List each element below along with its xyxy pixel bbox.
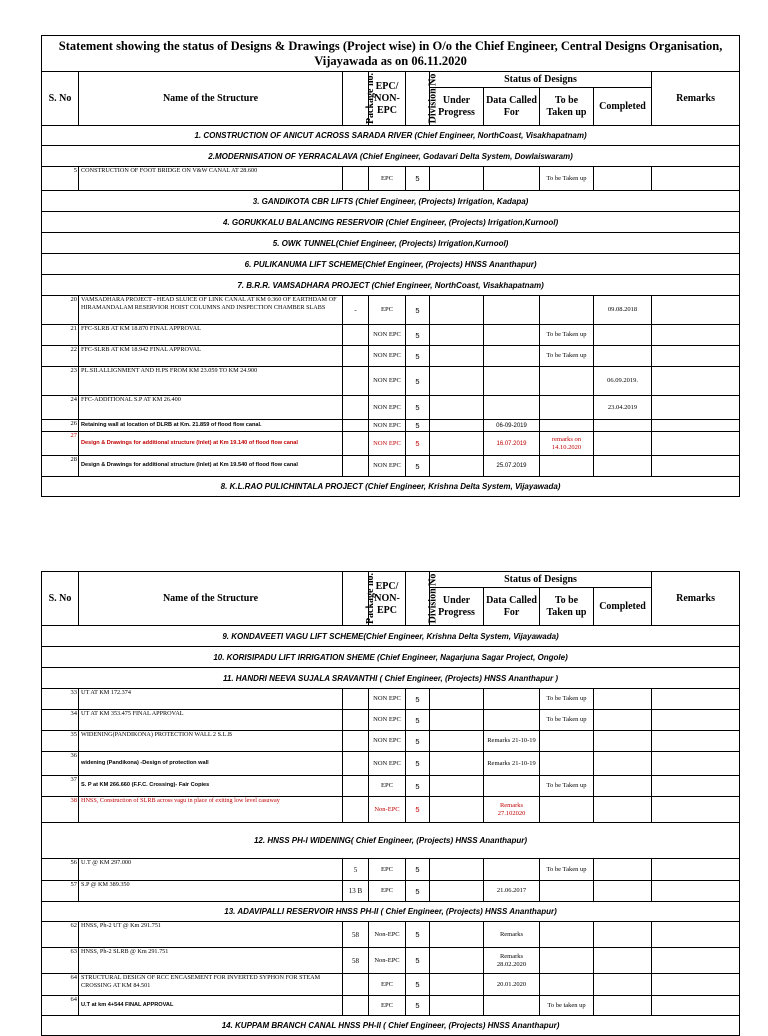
- row-data-called: [484, 325, 540, 346]
- row-package: [343, 689, 369, 710]
- header-status: Status of Designs: [430, 72, 652, 88]
- row-sno: 56: [42, 859, 79, 881]
- row-sno: 27: [42, 432, 79, 456]
- table-row: [42, 859, 740, 881]
- row-completed: [594, 689, 652, 710]
- row-division: 5: [406, 752, 430, 776]
- row-division: 5: [406, 420, 430, 432]
- row-package: -: [343, 296, 369, 325]
- row-under-progress: [430, 948, 484, 974]
- header-sno: S. No: [42, 72, 79, 126]
- row-completed: [594, 797, 652, 823]
- row-data-called: 20.01.2020: [484, 974, 540, 996]
- row-remarks: [652, 996, 740, 1016]
- row-epc: EPC: [369, 296, 406, 325]
- row-data-called: [484, 710, 540, 731]
- row-structure: UT AT KM 172.374: [79, 689, 343, 710]
- row-under-progress: [430, 731, 484, 752]
- row-epc: NON EPC: [369, 689, 406, 710]
- row-completed: [594, 859, 652, 881]
- table-row: [42, 731, 740, 752]
- table-row: [42, 922, 740, 948]
- row-package: [343, 167, 369, 191]
- row-package: [343, 325, 369, 346]
- row-to-be-taken: To be Taken up: [540, 776, 594, 797]
- row-package: [343, 797, 369, 823]
- row-structure: S. P at KM 266.660 (F.F.C. Crossing)- Fair Copies: [79, 776, 343, 797]
- row-package: [343, 752, 369, 776]
- row-sno: 20: [42, 296, 79, 325]
- row-epc: EPC: [369, 996, 406, 1016]
- row-structure: U.T @ KM 297.000: [79, 859, 343, 881]
- row-division: 5: [406, 167, 430, 191]
- row-under-progress: [430, 296, 484, 325]
- row-completed: [594, 948, 652, 974]
- row-completed: [594, 710, 652, 731]
- row-epc: NON EPC: [369, 710, 406, 731]
- table-row: [42, 325, 740, 346]
- row-to-be-taken: [540, 420, 594, 432]
- row-remarks: [652, 420, 740, 432]
- header-epc: EPC/ NON-EPC: [369, 572, 406, 626]
- row-to-be-taken: [540, 367, 594, 396]
- table-row: [42, 881, 740, 902]
- row-remarks: [652, 456, 740, 477]
- row-package: [343, 346, 369, 367]
- row-remarks: [652, 797, 740, 823]
- header-status: Status of Designs: [430, 572, 652, 588]
- row-structure: WIDENING(PANDIKONA) PROTECTION WALL 2 S.L.B: [79, 731, 343, 752]
- row-division: 5: [406, 367, 430, 396]
- section-heading: 9. KONDAVEETI VAGU LIFT SCHEME(Chief Engineer, Krishna Delta System, Vijayawada): [42, 626, 740, 647]
- row-to-be-taken: [540, 922, 594, 948]
- row-under-progress: [430, 752, 484, 776]
- row-sno: 5: [42, 167, 79, 191]
- row-sno: 38: [42, 797, 79, 823]
- row-data-called: [484, 776, 540, 797]
- row-completed: [594, 420, 652, 432]
- row-completed: 09.08.2018: [594, 296, 652, 325]
- row-division: 5: [406, 996, 430, 1016]
- row-remarks: [652, 974, 740, 996]
- row-sno: 28: [42, 456, 79, 477]
- row-completed: [594, 996, 652, 1016]
- row-data-called: [484, 396, 540, 420]
- row-remarks: [652, 325, 740, 346]
- row-epc: Non-EPC: [369, 948, 406, 974]
- header-division: Division No: [406, 572, 430, 626]
- row-sno: 37: [42, 776, 79, 797]
- table-row: [42, 710, 740, 731]
- row-package: [343, 996, 369, 1016]
- row-completed: [594, 776, 652, 797]
- row-package: [343, 456, 369, 477]
- row-sno: 21: [42, 325, 79, 346]
- row-sno: 64: [42, 974, 79, 996]
- row-to-be-taken: [540, 731, 594, 752]
- section-heading: 12. HNSS PH-I WIDENING( Chief Engineer, (Projects) HNSS Ananthapur): [42, 823, 740, 859]
- header-completed: Completed: [594, 588, 652, 626]
- row-structure: FFC-ADDITIONAL S.P AT KM 26.400: [79, 396, 343, 420]
- row-division: 5: [406, 776, 430, 797]
- row-division: 5: [406, 346, 430, 367]
- row-completed: [594, 881, 652, 902]
- row-sno: 24: [42, 396, 79, 420]
- row-package: [343, 420, 369, 432]
- row-sno: 34: [42, 710, 79, 731]
- header-name: Name of the Structure: [79, 572, 343, 626]
- row-to-be-taken: remarks on 14.10.2020: [540, 432, 594, 456]
- section-heading: 13. ADAVIPALLI RESERVOIR HNSS PH-II ( Chief Engineer, (Projects) HNSS Ananthapur): [42, 902, 740, 922]
- row-structure: Design & Drawings for additional structure (Inlet) at Km 19.540 of flood flow canal: [79, 456, 343, 477]
- row-to-be-taken: [540, 396, 594, 420]
- row-under-progress: [430, 797, 484, 823]
- row-under-progress: [430, 776, 484, 797]
- table-row: [42, 432, 740, 456]
- row-remarks: [652, 859, 740, 881]
- row-sno: 62: [42, 922, 79, 948]
- row-under-progress: [430, 859, 484, 881]
- status-table-1: [41, 35, 740, 497]
- row-data-called: [484, 167, 540, 191]
- row-epc: NON EPC: [369, 420, 406, 432]
- row-remarks: [652, 710, 740, 731]
- row-division: 5: [406, 296, 430, 325]
- row-structure: VAMSADHARA PROJECT - HEAD SLUICE OF LINK CANAL AT KM 0.360 OF EARTHDAM OF HIRAMANDALAM RESERVIOR HOIST COLUMNS AND INSPECTION CHAMBER SLABS: [79, 296, 343, 325]
- section-heading: 4. GORUKKALU BALANCING RESERVOIR (Chief Engineer, (Projects) Irrigation,Kurnool): [42, 212, 740, 233]
- row-division: 5: [406, 456, 430, 477]
- row-division: 5: [406, 689, 430, 710]
- row-completed: [594, 922, 652, 948]
- row-under-progress: [430, 710, 484, 731]
- header-completed: Completed: [594, 88, 652, 126]
- row-under-progress: [430, 396, 484, 420]
- row-under-progress: [430, 974, 484, 996]
- section-heading: 11. HANDRI NEEVA SUJALA SRAVANTHI ( Chief Engineer, (Projects) HNSS Ananthapur ): [42, 668, 740, 689]
- section-heading: 6. PULIKANUMA LIFT SCHEME(Chief Engineer, (Projects) HNSS Ananthapur): [42, 254, 740, 275]
- row-structure: U.T at km 4+544 FINAL APPROVAL: [79, 996, 343, 1016]
- row-epc: NON EPC: [369, 325, 406, 346]
- row-structure: HNSS, Ph-2 UT @ Km 291.751: [79, 922, 343, 948]
- table-row: [42, 296, 740, 325]
- row-epc: EPC: [369, 881, 406, 902]
- header-data-called: Data Called For: [484, 88, 540, 126]
- section-heading: 8. K.L.RAO PULICHINTALA PROJECT (Chief Engineer, Krishna Delta System, Vijayawada): [42, 477, 740, 497]
- header-under-progress: Under Progress: [430, 588, 484, 626]
- header-data-called: Data Called For: [484, 588, 540, 626]
- row-under-progress: [430, 325, 484, 346]
- row-division: 5: [406, 922, 430, 948]
- row-data-called: 16.07.2019: [484, 432, 540, 456]
- row-structure: CONSTRUCTION OF FOOT BRIDGE ON V&W CANAL AT 28.600: [79, 167, 343, 191]
- row-to-be-taken: [540, 296, 594, 325]
- row-structure: widening (Pandikona) -Design of protection wall: [79, 752, 343, 776]
- header-name: Name of the Structure: [79, 72, 343, 126]
- row-under-progress: [430, 346, 484, 367]
- row-division: 5: [406, 432, 430, 456]
- table-row: [42, 346, 740, 367]
- row-remarks: [652, 881, 740, 902]
- header-to-be-taken: To be Taken up: [540, 88, 594, 126]
- row-epc: NON EPC: [369, 752, 406, 776]
- row-completed: [594, 731, 652, 752]
- row-package: 5: [343, 859, 369, 881]
- row-sno: 26: [42, 420, 79, 432]
- header-epc: EPC/ NON-EPC: [369, 72, 406, 126]
- row-data-called: [484, 689, 540, 710]
- row-data-called: Remarks 27.102020: [484, 797, 540, 823]
- row-sno: 23: [42, 367, 79, 396]
- row-completed: 06.09.2019.: [594, 367, 652, 396]
- document-title: Statement showing the status of Designs & Drawings (Project wise) in O/o the Chief Engineer, Central Designs Organisation, Vijayawada as on 06.11.2020: [42, 36, 740, 72]
- row-data-called: [484, 996, 540, 1016]
- table-row: [42, 797, 740, 823]
- row-under-progress: [430, 367, 484, 396]
- row-epc: NON EPC: [369, 432, 406, 456]
- row-to-be-taken: To be Taken up: [540, 325, 594, 346]
- row-to-be-taken: [540, 974, 594, 996]
- section-heading: 10. KORISIPADU LIFT IRRIGATION SHEME (Chief Engineer, Nagarjuna Sagar Project, Ongole): [42, 647, 740, 668]
- row-epc: NON EPC: [369, 731, 406, 752]
- row-structure: Design & Drawings for additional structure (Inlet) at Km 19.140 of flood flow canal: [79, 432, 343, 456]
- row-epc: EPC: [369, 859, 406, 881]
- row-sno: 33: [42, 689, 79, 710]
- row-data-called: 25.07.2019: [484, 456, 540, 477]
- table-row: [42, 776, 740, 797]
- row-to-be-taken: To be Taken up: [540, 167, 594, 191]
- row-under-progress: [430, 881, 484, 902]
- row-under-progress: [430, 689, 484, 710]
- row-structure: S.P @ KM 389.350: [79, 881, 343, 902]
- row-remarks: [652, 689, 740, 710]
- row-under-progress: [430, 167, 484, 191]
- row-epc: NON EPC: [369, 396, 406, 420]
- row-under-progress: [430, 420, 484, 432]
- row-division: 5: [406, 396, 430, 420]
- row-to-be-taken: To be taken up: [540, 996, 594, 1016]
- row-structure: HNSS, Ph-2 SLRB @ Km 291.751: [79, 948, 343, 974]
- row-structure: PL.SII.ALLIGNMENT AND H.PS FROM KM 23.059 TO KM 24.900: [79, 367, 343, 396]
- row-division: 5: [406, 325, 430, 346]
- row-structure: UT AT KM 353.475 FINAL APPROVAL: [79, 710, 343, 731]
- row-completed: [594, 456, 652, 477]
- row-epc: NON EPC: [369, 367, 406, 396]
- row-division: 5: [406, 710, 430, 731]
- row-structure: Retaining wall at location of DLRB at Km. 21.859 of flood flow canal.: [79, 420, 343, 432]
- row-remarks: [652, 776, 740, 797]
- table-row: [42, 974, 740, 996]
- row-sno: 22: [42, 346, 79, 367]
- row-division: 5: [406, 948, 430, 974]
- row-structure: FFC-SLRB AT KM 18.942 FINAL APPROVAL: [79, 346, 343, 367]
- row-epc: NON EPC: [369, 456, 406, 477]
- row-remarks: [652, 167, 740, 191]
- section-heading: 7. B.R.R. VAMSADHARA PROJECT (Chief Engineer, NorthCoast, Visakhapatnam): [42, 275, 740, 296]
- row-structure: HNSS, Construction of SLRB across vagu in place of exiting low level casuway: [79, 797, 343, 823]
- row-remarks: [652, 922, 740, 948]
- section-heading: 3. GANDIKOTA CBR LIFTS (Chief Engineer, (Projects) Irrigation, Kadapa): [42, 191, 740, 212]
- row-to-be-taken: [540, 881, 594, 902]
- row-sno: 57: [42, 881, 79, 902]
- row-package: [343, 710, 369, 731]
- row-data-called: Remarks: [484, 922, 540, 948]
- row-remarks: [652, 296, 740, 325]
- section-heading: 5. OWK TUNNEL(Chief Engineer, (Projects) Irrigation,Kurnool): [42, 233, 740, 254]
- row-structure: STRUCTURAL DESIGN OF RCC ENCASEMENT FOR INVERTED SYPHON FOR STEAM CROSSING AT KM 84.501: [79, 974, 343, 996]
- header-sno: S. No: [42, 572, 79, 626]
- row-under-progress: [430, 456, 484, 477]
- row-epc: NON EPC: [369, 346, 406, 367]
- row-epc: EPC: [369, 776, 406, 797]
- row-to-be-taken: To be Taken up: [540, 689, 594, 710]
- row-to-be-taken: To be Taken up: [540, 346, 594, 367]
- row-epc: EPC: [369, 974, 406, 996]
- row-data-called: Remarks 21-10-19: [484, 752, 540, 776]
- row-data-called: 21.06.2017: [484, 881, 540, 902]
- row-to-be-taken: [540, 797, 594, 823]
- row-under-progress: [430, 996, 484, 1016]
- table-row: [42, 167, 740, 191]
- status-table-2: [41, 571, 740, 1036]
- row-under-progress: [430, 432, 484, 456]
- row-package: [343, 396, 369, 420]
- row-epc: Non-EPC: [369, 922, 406, 948]
- table-row: [42, 396, 740, 420]
- row-structure: FFC-SLRB AT KM 18.870 FINAL APPROVAL: [79, 325, 343, 346]
- header-to-be-taken: To be Taken up: [540, 588, 594, 626]
- row-completed: [594, 167, 652, 191]
- header-under-progress: Under Progress: [430, 88, 484, 126]
- row-completed: [594, 432, 652, 456]
- header-package: Package no.: [343, 72, 369, 126]
- table-row: [42, 689, 740, 710]
- row-package: [343, 731, 369, 752]
- header-division: Division No: [406, 72, 430, 126]
- row-sno: 64: [42, 996, 79, 1016]
- row-remarks: [652, 432, 740, 456]
- row-division: 5: [406, 881, 430, 902]
- table-row: [42, 996, 740, 1016]
- row-data-called: [484, 367, 540, 396]
- row-data-called: [484, 296, 540, 325]
- row-division: 5: [406, 859, 430, 881]
- row-completed: [594, 325, 652, 346]
- row-completed: [594, 974, 652, 996]
- table-row: [42, 367, 740, 396]
- row-package: [343, 776, 369, 797]
- row-remarks: [652, 367, 740, 396]
- row-to-be-taken: [540, 456, 594, 477]
- row-package: 58: [343, 948, 369, 974]
- table-row: [42, 456, 740, 477]
- row-package: [343, 432, 369, 456]
- row-remarks: [652, 731, 740, 752]
- row-package: 58: [343, 922, 369, 948]
- header-package: Package no.: [343, 572, 369, 626]
- table-row: [42, 752, 740, 776]
- row-remarks: [652, 948, 740, 974]
- row-under-progress: [430, 922, 484, 948]
- row-package: [343, 974, 369, 996]
- header-remarks: Remarks: [652, 72, 740, 126]
- row-sno: 36: [42, 752, 79, 776]
- row-to-be-taken: [540, 752, 594, 776]
- row-package: 13 B: [343, 881, 369, 902]
- row-completed: 23.04.2019: [594, 396, 652, 420]
- row-data-called: [484, 859, 540, 881]
- section-heading: 14. KUPPAM BRANCH CANAL HNSS PH-II ( Chief Engineer, (Projects) HNSS Ananthapur): [42, 1016, 740, 1036]
- section-heading: 1. CONSTRUCTION OF ANICUT ACROSS SARADA RIVER (Chief Engineer, NorthCoast, Visakhapatnam): [42, 126, 740, 146]
- row-remarks: [652, 346, 740, 367]
- row-remarks: [652, 752, 740, 776]
- table-row: [42, 420, 740, 432]
- row-sno: 35: [42, 731, 79, 752]
- section-heading: 2.MODERNISATION OF YERRACALAVA (Chief Engineer, Godavari Delta System, Dowlaiswaram): [42, 146, 740, 167]
- row-division: 5: [406, 731, 430, 752]
- row-to-be-taken: To be Taken up: [540, 710, 594, 731]
- row-data-called: Remarks 28.02.2020: [484, 948, 540, 974]
- row-to-be-taken: To be Taken up: [540, 859, 594, 881]
- row-data-called: [484, 346, 540, 367]
- row-division: 5: [406, 797, 430, 823]
- header-remarks: Remarks: [652, 572, 740, 626]
- row-remarks: [652, 396, 740, 420]
- row-sno: 63: [42, 948, 79, 974]
- row-epc: Non-EPC: [369, 797, 406, 823]
- row-to-be-taken: [540, 948, 594, 974]
- row-data-called: Remarks 21-10-19: [484, 731, 540, 752]
- row-completed: [594, 346, 652, 367]
- row-epc: EPC: [369, 167, 406, 191]
- row-package: [343, 367, 369, 396]
- row-data-called: 06-09-2019: [484, 420, 540, 432]
- table-row: [42, 948, 740, 974]
- row-completed: [594, 752, 652, 776]
- row-division: 5: [406, 974, 430, 996]
